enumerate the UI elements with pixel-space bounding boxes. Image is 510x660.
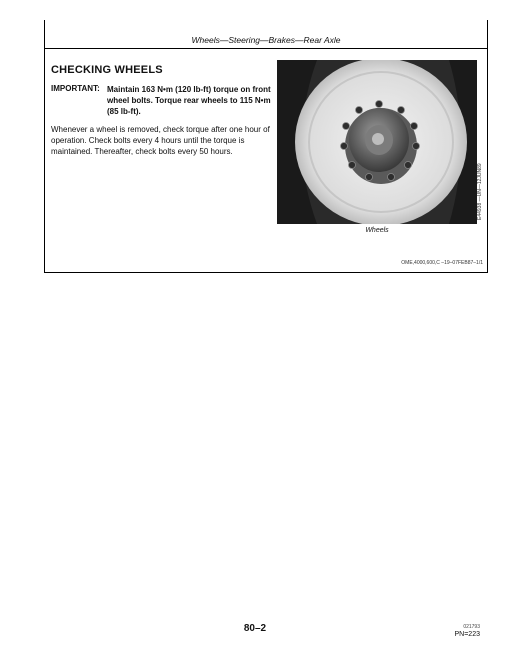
wheel-photo: [277, 60, 477, 224]
reference-code: OME,4000,600,C –19–07FEB87–1/1: [401, 260, 483, 266]
photo-id: E44938 —UN—12JUN89: [477, 163, 483, 220]
small-code: 021793: [463, 624, 480, 630]
running-head: Wheels—Steering—Brakes—Rear Axle: [191, 35, 341, 45]
wheel-hub-image: [277, 60, 477, 224]
document-code: PN=223: [454, 631, 480, 638]
content-frame: [44, 20, 488, 273]
important-text: Maintain 163 N•m (120 lb-ft) torque on front wheel bolts. Torque rear wheels to 115 N•m (85 lb-ft).: [107, 85, 271, 116]
section-title: CHECKING WHEELS: [51, 64, 163, 76]
body-paragraph: Whenever a wheel is removed, check torque after one hour of operation. Check bolts every 4 hours until the torque is maintained. Thereafter, check bolts every 50 hours.: [51, 125, 270, 156]
page-number: 80–2: [243, 623, 267, 634]
important-label: IMPORTANT:: [51, 84, 100, 93]
figure-caption: Wheels: [365, 227, 389, 234]
header-rule: [45, 48, 487, 49]
